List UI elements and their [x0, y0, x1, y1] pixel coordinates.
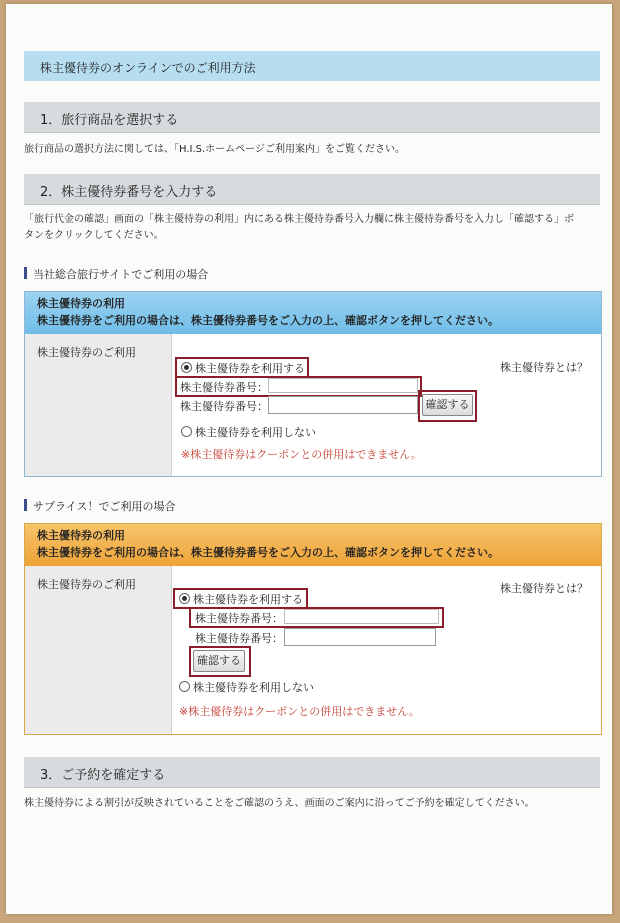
case2-heading: サプライス！でご利用の場合: [24, 498, 176, 514]
case1-panel-subtitle: 株主優待券をご利用の場合は、株主優待券番号をご入力の上、確認ボタンを押してください。: [37, 314, 499, 327]
case1-field2-label: 株主優待券番号：: [180, 400, 268, 413]
section-1-bar: [24, 102, 600, 133]
case1-note: ※株主優待券はクーポンとの併用はできません。: [181, 448, 422, 461]
case2-use-option-label: 株主優待券を利用する: [193, 593, 303, 606]
case1-panel-header: [25, 292, 601, 334]
case2-field1-input[interactable]: [284, 609, 439, 624]
section-2-text-line2: タンをクリックしてください。: [24, 230, 164, 241]
page-title: 株主優待券のオンラインでのご利用方法: [40, 61, 256, 75]
case2-panel: [24, 523, 602, 735]
case1-row-label-cell: [25, 334, 172, 476]
case1-panel-title: 株主優待券の利用: [37, 297, 125, 310]
section-2-text-line1: 「旅行代金の確認」画面の「株主優待券の利用」内にある株主優待券番号入力欄に株主優待券番号を入力し「確認する」ボ: [24, 214, 574, 225]
section-2-bar: [24, 174, 600, 205]
section-3-bar: [24, 757, 600, 788]
document-page: [6, 4, 612, 914]
case1-confirm-button[interactable]: 確認する: [422, 394, 473, 416]
case2-panel-title: 株主優待券の利用: [37, 529, 125, 542]
case2-about-link[interactable]: 株主優待券とは？: [500, 582, 588, 595]
case1-heading: 当社総合旅行サイトでご利用の場合: [24, 266, 208, 282]
case1-not-use-option-label: 株主優待券を利用しない: [195, 426, 316, 439]
case2-field2-label: 株主優待券番号：: [195, 632, 283, 645]
case2-confirm-button[interactable]: 確認する: [193, 650, 245, 672]
case1-not-use-radio[interactable]: [181, 426, 192, 437]
case2-row-label-cell: [25, 566, 172, 734]
case2-field2-input[interactable]: [284, 628, 436, 646]
section-3-heading: 3．ご予約を確定する: [40, 768, 166, 783]
case1-field2-input[interactable]: [268, 396, 418, 414]
case2-not-use-option-label: 株主優待券を利用しない: [193, 681, 314, 694]
case2-use-radio[interactable]: [179, 593, 190, 604]
case2-panel-subtitle: 株主優待券をご利用の場合は、株主優待券番号をご入力の上、確認ボタンを押してください。: [37, 546, 499, 559]
case1-field1-input[interactable]: [268, 378, 418, 393]
case2-panel-header: [25, 524, 601, 566]
case2-row-label: 株主優待券のご利用: [37, 578, 136, 591]
case1-about-link[interactable]: 株主優待券とは？: [500, 361, 588, 374]
case1-use-option-label: 株主優待券を利用する: [195, 362, 305, 375]
case2-note: ※株主優待券はクーポンとの併用はできません。: [179, 705, 420, 718]
section-1-text: 旅行商品の選択方法に関しては、「H.I.S.ホームページご利用案内」をご覧ください。: [24, 144, 405, 155]
section-2-heading: 2．株主優待券番号を入力する: [40, 185, 218, 200]
page-title-banner: [24, 51, 600, 81]
case1-field1-label: 株主優待券番号：: [180, 381, 268, 394]
case1-panel: [24, 291, 602, 477]
case1-use-radio[interactable]: [181, 362, 192, 373]
section-3-text: 株主優待券による割引が反映されていることをご確認のうえ、画面のご案内に沿ってご予約を確定してください。: [24, 798, 535, 809]
case2-not-use-radio[interactable]: [179, 681, 190, 692]
case2-field1-label: 株主優待券番号：: [195, 612, 283, 625]
section-1-heading: 1．旅行商品を選択する: [40, 113, 179, 128]
case1-row: [25, 334, 601, 476]
case1-row-label: 株主優待券のご利用: [37, 346, 136, 359]
case2-row: [25, 566, 601, 734]
